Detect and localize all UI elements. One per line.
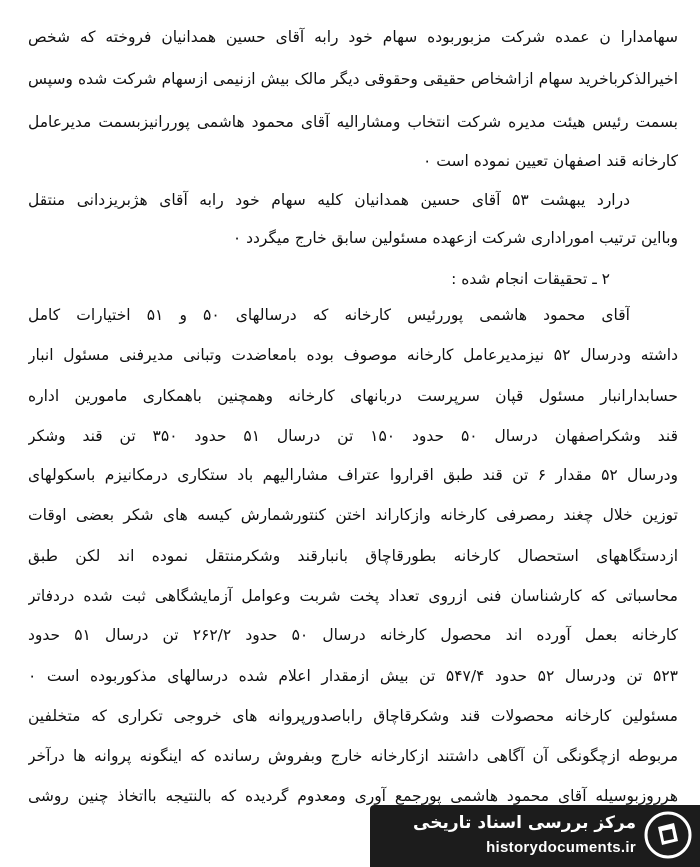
document-line-10: حسابدارانبار مسئول قپان سرپرست دربانهای کارخانه وهمچنین باهمکاری مامورین اداره <box>28 387 678 405</box>
document-line-8: آقای محمود هاشمی پوررئیس کارخانه که درسالهای ۵۰ و ۵۱ اختیارات کامل <box>28 306 630 324</box>
document-line-11: قند وشکراصفهان درسال ۵۰ حدود ۱۵۰ تن درسال ۵۱ حدود ۳۵۰ تن قند وشکر <box>28 427 678 445</box>
watermark-url[interactable]: historydocuments.ir <box>486 839 636 856</box>
document-line-18: مسئولین کارخانه محصولات قند وشکرقاچاق راباصدورپروانه های خروجی تکراری که متخلفین <box>28 707 678 725</box>
document-line-19: مربوطه ازچگونگی آن آگاهی داشتند ازکارخانه خارج وبفروش رسانده که اینگونه پروانه ها درآخر <box>28 747 678 765</box>
document-line-16: کارخانه بعمل آورده اند محصول کارخانه درسال ۵۰ حدود ۲۶۲/۲ تن درسال ۵۱ حدود <box>28 626 678 644</box>
archive-logo-icon <box>644 811 692 859</box>
document-line-2: اخیرالذکرباخرید سهام ازاشخاص حقیقی وحقوقی دیگر مالک بیش ازنیمی ازسهام شرکت شده وسپس <box>28 70 678 88</box>
watermark-banner <box>370 805 700 867</box>
document-line-9: داشته ودرسال ۵۲ نیزمدیرعامل کارخانه موصوف بوده بامعاضدت وتبانی مدیرفنی مسئول انبار <box>28 346 678 364</box>
document-line-13: توزین خلال چغند رمصرفی کارخانه وازکاراند اختن کنتورشمارش کیسه های شکر بعضی اوقات <box>28 506 678 524</box>
document-line-6: وبااین ترتیب اموراداری شرکت ازعهده مسئولین سابق خارج میگردد ۰ <box>232 229 678 247</box>
document-line-17: ۵۲۳ تن ودرسال ۵۲ حدود ۵۴۷/۴ تن بیش ازمقدار اعلام شده درسالهای مذکوربوده است ۰ <box>28 667 678 685</box>
document-line-20: هرروزبوسیله آقای محمود هاشمی پورجمع آوری ومعدوم گردیده که بالنتیجه بااتخاذ چنین روشی <box>28 787 678 805</box>
document-line-4: کارخانه قند اصفهان تعیین نموده است ۰ <box>423 152 678 170</box>
watermark-title: مرکز بررسی اسناد تاریخی <box>413 813 636 833</box>
document-line-3: بسمت رئیس هیئت مدیره شرکت انتخاب ومشارالیه آقای محمود هاشمی پوررانیزبسمت مدیرعامل <box>28 113 678 131</box>
document-line-15: محاسباتی که کارشناسان فنی ازروی تعداد پخت شربت وعوامل آزمایشگاهی ثبت شده دردفاتر <box>28 587 678 605</box>
document-line-1: سهامدارا ن عمده شرکت مزبوربوده سهام خود رابه آقای حسین همدانیان فروخته که شخص <box>28 28 678 46</box>
section-heading: ۲ ـ تحقیقات انجام شده : <box>451 270 610 288</box>
document-line-5: درارد یبهشت ۵۳ آقای حسین همدانیان کلیه سهام خود رابه آقای هژبریزدانی منتقل <box>28 191 630 209</box>
document-line-12: ودرسال ۵۲ مقدار ۶ تن قند طبق اقراروا عتراف مشارالیهم باد ستکاری درمکانیزم باسکولهای <box>28 466 678 484</box>
document-line-14: ازدستگاههای استحصال کارخانه بطورقاچاق بانبارقند وشکرمنتقل نموده اند لکن طبق <box>28 547 678 565</box>
